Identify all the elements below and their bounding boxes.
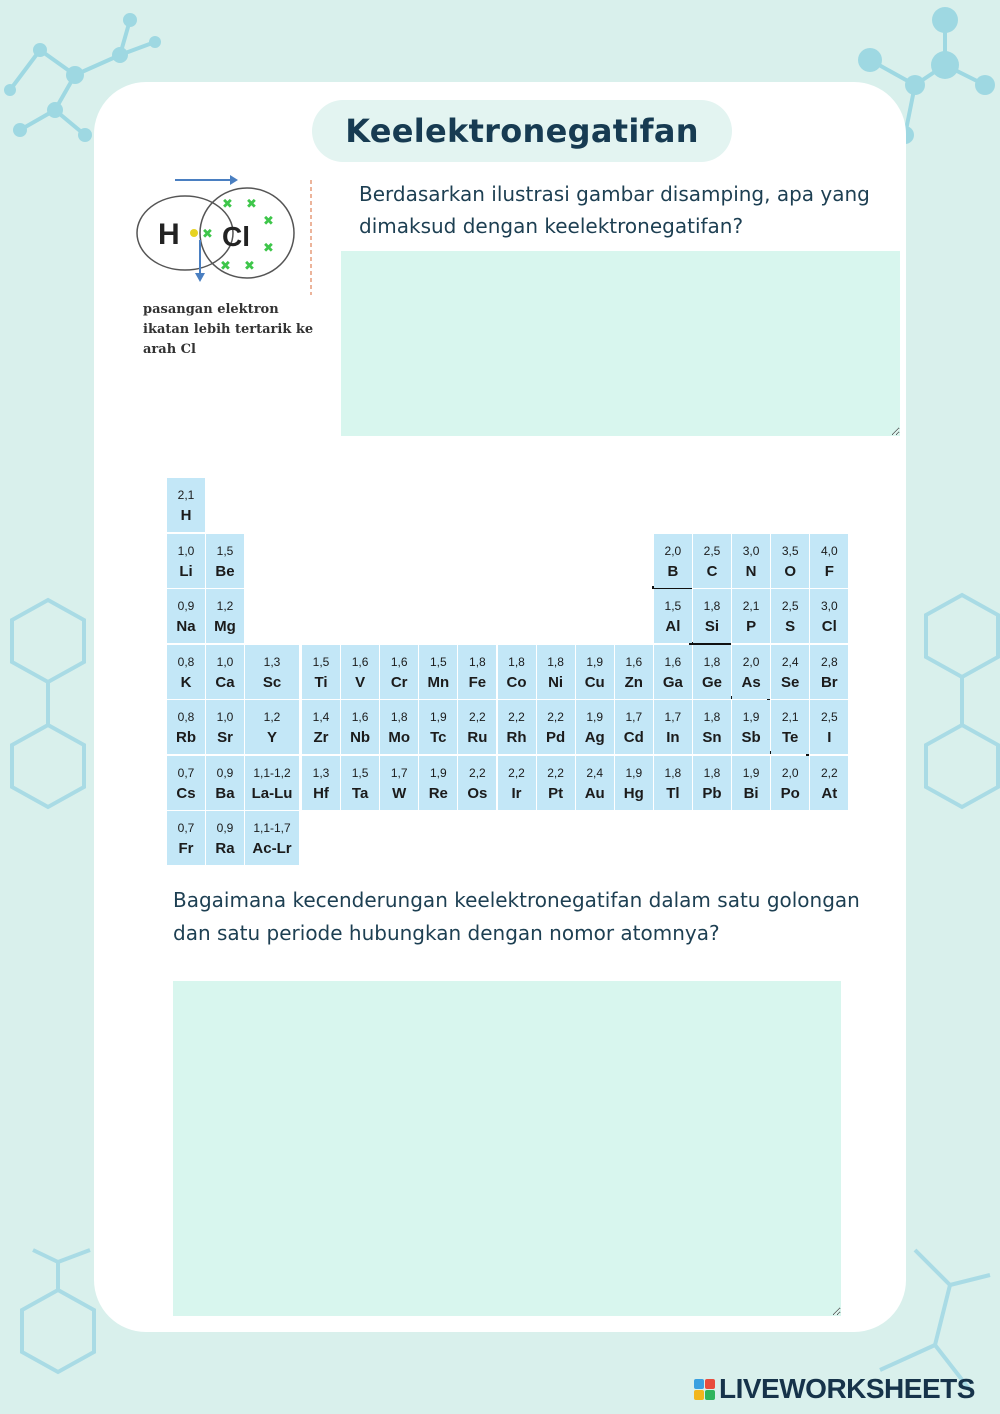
element-symbol: Nb <box>350 729 371 746</box>
element-symbol: Se <box>781 674 800 691</box>
element-symbol: Ra <box>215 840 235 857</box>
liveworksheets-brand <box>694 1374 975 1404</box>
hcl-bond-illustration <box>130 170 320 300</box>
element-symbol: Br <box>820 674 838 691</box>
electronegativity-value: 1,5 <box>429 655 447 669</box>
element-symbol: In <box>666 729 680 746</box>
electronegativity-value: 0,8 <box>177 655 195 669</box>
electronegativity-value: 2,0 <box>781 766 799 780</box>
element-symbol: Bi <box>743 785 759 802</box>
electronegativity-value: 1,0 <box>216 655 234 669</box>
element-symbol: Li <box>179 563 193 580</box>
electronegativity-value: 3,5 <box>781 544 799 558</box>
element-symbol: Zr <box>313 729 329 746</box>
electronegativity-value: 1,5 <box>216 544 234 558</box>
electronegativity-value: 1,9 <box>625 766 643 780</box>
element-symbol: Cs <box>176 785 196 802</box>
electronegativity-value: 1,8 <box>703 599 721 613</box>
element-symbol: Pb <box>702 785 722 802</box>
electronegativity-value: 1,6 <box>390 655 408 669</box>
svg-text:✖: ✖ <box>246 197 257 212</box>
electronegativity-value: 2,2 <box>547 710 564 724</box>
element-symbol: Sn <box>702 729 722 746</box>
element-symbol: Ac-Lr <box>252 840 292 857</box>
element-symbol: La-Lu <box>251 785 293 802</box>
electronegativity-value: 1,0 <box>216 710 234 724</box>
electronegativity-value: 1,8 <box>703 710 721 724</box>
element-symbol: Ag <box>584 729 605 746</box>
element-symbol: O <box>784 563 797 580</box>
element-symbol: Tl <box>666 785 680 802</box>
electronegativity-value: 1,6 <box>664 655 682 669</box>
electronegativity-value: 2,5 <box>820 710 838 724</box>
element-symbol: Pt <box>548 785 564 802</box>
electronegativity-value: 0,9 <box>216 766 234 780</box>
electronegativity-value: 1,8 <box>703 766 721 780</box>
electronegativity-value: 0,7 <box>177 821 195 835</box>
electronegativity-value: 1,2 <box>216 599 234 613</box>
element-symbol: Sb <box>741 729 761 746</box>
electronegativity-value: 1,7 <box>664 710 682 724</box>
electronegativity-value: 1,3 <box>263 655 281 669</box>
electronegativity-value: 1,8 <box>664 766 682 780</box>
electronegativity-value: 2,1 <box>781 710 799 724</box>
element-symbol: Sc <box>262 674 282 691</box>
element-symbol: Mn <box>427 674 450 691</box>
electronegativity-value: 2,2 <box>508 766 525 780</box>
element-symbol: C <box>706 563 718 580</box>
question-2: Bagaimana kecenderungan keelektronegatifan dalam satu golongan dan satu periode hubungkan dengan nomor atomnya? <box>173 888 860 945</box>
element-symbol: Tc <box>430 729 447 746</box>
element-symbol: K <box>180 674 192 691</box>
brand-name: LIVEWORKSHEETS <box>719 1373 975 1404</box>
element-symbol: F <box>824 563 834 580</box>
electronegativity-value: 2,5 <box>703 544 721 558</box>
electronegativity-value: 0,9 <box>177 599 195 613</box>
element-symbol: Na <box>176 618 196 635</box>
electronegativity-value: 0,9 <box>216 821 234 835</box>
electronegativity-value: 1,6 <box>351 710 369 724</box>
element-symbol: V <box>355 674 366 691</box>
element-symbol: S <box>785 618 796 635</box>
answer-1-field[interactable] <box>341 251 900 436</box>
element-symbol: Os <box>467 785 488 802</box>
element-symbol: Au <box>584 785 605 802</box>
electronegativity-value: 1,3 <box>312 766 330 780</box>
electronegativity-value: 0,8 <box>177 710 195 724</box>
electronegativity-value: 2,0 <box>742 655 760 669</box>
electronegativity-value: 1,9 <box>742 766 760 780</box>
element-symbol: Mo <box>388 729 411 746</box>
element-symbol: Ni <box>548 674 564 691</box>
answer-2-field[interactable] <box>173 981 841 1316</box>
element-symbol: Fr <box>178 840 194 857</box>
electronegativity-value: 1,5 <box>351 766 369 780</box>
electronegativity-value: 2,8 <box>820 655 838 669</box>
element-symbol: Be <box>215 563 235 580</box>
element-symbol: Cu <box>584 674 605 691</box>
electronegativity-value: 1,9 <box>429 710 447 724</box>
element-symbol: Cl <box>821 618 837 635</box>
element-symbol: P <box>746 618 757 635</box>
electronegativity-value: 1,9 <box>586 710 604 724</box>
electronegativity-value: 2,5 <box>781 599 799 613</box>
element-symbol: N <box>745 563 757 580</box>
illustration-caption: pasangan elektron ikatan lebih tertarik ke arah Cl <box>143 302 314 357</box>
electronegativity-value: 1,7 <box>625 710 643 724</box>
electronegativity-value: 2,2 <box>820 766 838 780</box>
electronegativity-value: 1,1-1,7 <box>253 821 291 835</box>
electronegativity-value: 1,8 <box>469 655 486 669</box>
element-symbol: Pd <box>546 729 566 746</box>
svg-text:✖: ✖ <box>202 227 213 242</box>
electronegativity-value: 2,2 <box>469 766 486 780</box>
element-symbol: Ge <box>701 674 722 691</box>
element-symbol: Ir <box>511 785 522 802</box>
element-symbol: Ta <box>351 785 369 802</box>
element-symbol: B <box>667 563 679 580</box>
electronegativity-value: 1,4 <box>312 710 330 724</box>
electronegativity-value: 2,0 <box>664 544 682 558</box>
electronegativity-value: 1,0 <box>177 544 195 558</box>
element-symbol: Te <box>781 729 799 746</box>
electronegativity-value: 2,4 <box>586 766 604 780</box>
atom-cl-label: Cl <box>222 221 250 252</box>
element-symbol: Mg <box>214 618 236 635</box>
electronegativity-value: 1,8 <box>508 655 525 669</box>
element-symbol: Ti <box>314 674 328 691</box>
electronegativity-value: 1,7 <box>390 766 408 780</box>
element-symbol: Hg <box>623 785 644 802</box>
element-symbol: Si <box>704 618 720 635</box>
liveworksheets-logo-icon <box>694 1379 715 1400</box>
electronegativity-value: 1,1-1,2 <box>253 766 291 780</box>
electronegativity-value: 2,2 <box>469 710 486 724</box>
electronegativity-value: 0,7 <box>177 766 195 780</box>
electronegativity-value: 3,0 <box>820 599 838 613</box>
element-symbol: Cr <box>390 674 408 691</box>
electronegativity-value: 2,1 <box>742 599 760 613</box>
element-symbol: At <box>821 785 838 802</box>
element-symbol: Zn <box>624 674 643 691</box>
svg-text:✖: ✖ <box>263 214 274 229</box>
question-1: Berdasarkan ilustrasi gambar disamping, apa yang dimaksud dengan keelektronegatifan? <box>359 182 870 238</box>
svg-text:✖: ✖ <box>244 259 255 274</box>
electronegativity-value: 1,8 <box>390 710 408 724</box>
electronegativity-value: 1,6 <box>351 655 369 669</box>
electronegativity-value: 1,9 <box>429 766 447 780</box>
svg-text:✖: ✖ <box>263 241 274 256</box>
svg-text:✖: ✖ <box>220 259 231 274</box>
element-symbol: Cd <box>623 729 644 746</box>
element-symbol: Ru <box>467 729 488 746</box>
element-symbol: Y <box>266 729 277 746</box>
element-symbol: Sr <box>217 729 233 746</box>
element-symbol: As <box>741 674 761 691</box>
element-symbol: Ca <box>215 674 235 691</box>
element-symbol: Po <box>780 785 800 802</box>
element-symbol: Re <box>428 785 448 802</box>
electronegativity-value: 2,1 <box>177 488 195 502</box>
electronegativity-value: 1,8 <box>703 655 721 669</box>
element-symbol: W <box>392 785 407 802</box>
electronegativity-value: 1,2 <box>263 710 281 724</box>
element-symbol: Co <box>506 674 527 691</box>
electronegativity-value: 1,9 <box>742 710 760 724</box>
element-symbol: Fe <box>468 674 487 691</box>
title-banner <box>312 100 732 162</box>
element-symbol: Ga <box>662 674 683 691</box>
electronegativity-value: 2,2 <box>508 710 525 724</box>
electronegativity-value: 1,6 <box>625 655 643 669</box>
electronegativity-value: 1,8 <box>547 655 564 669</box>
page-title: Keelektronegatifan <box>345 112 699 150</box>
electronegativity-value: 1,9 <box>586 655 604 669</box>
electronegativity-value: 1,5 <box>312 655 330 669</box>
electronegativity-value: 4,0 <box>820 544 838 558</box>
electronegativity-value: 1,5 <box>664 599 682 613</box>
element-symbol: H <box>180 507 192 524</box>
electronegativity-value: 3,0 <box>742 544 760 558</box>
atom-h-label: H <box>158 218 180 251</box>
electronegativity-value: 2,2 <box>547 766 564 780</box>
element-symbol: I <box>827 729 832 746</box>
element-symbol: Rh <box>506 729 527 746</box>
element-symbol: Ba <box>215 785 235 802</box>
svg-text:✖: ✖ <box>222 197 233 212</box>
element-symbol: Al <box>665 618 681 635</box>
element-symbol: Rb <box>176 729 196 746</box>
electronegativity-value: 2,4 <box>781 655 799 669</box>
element-symbol: Hf <box>313 785 329 802</box>
